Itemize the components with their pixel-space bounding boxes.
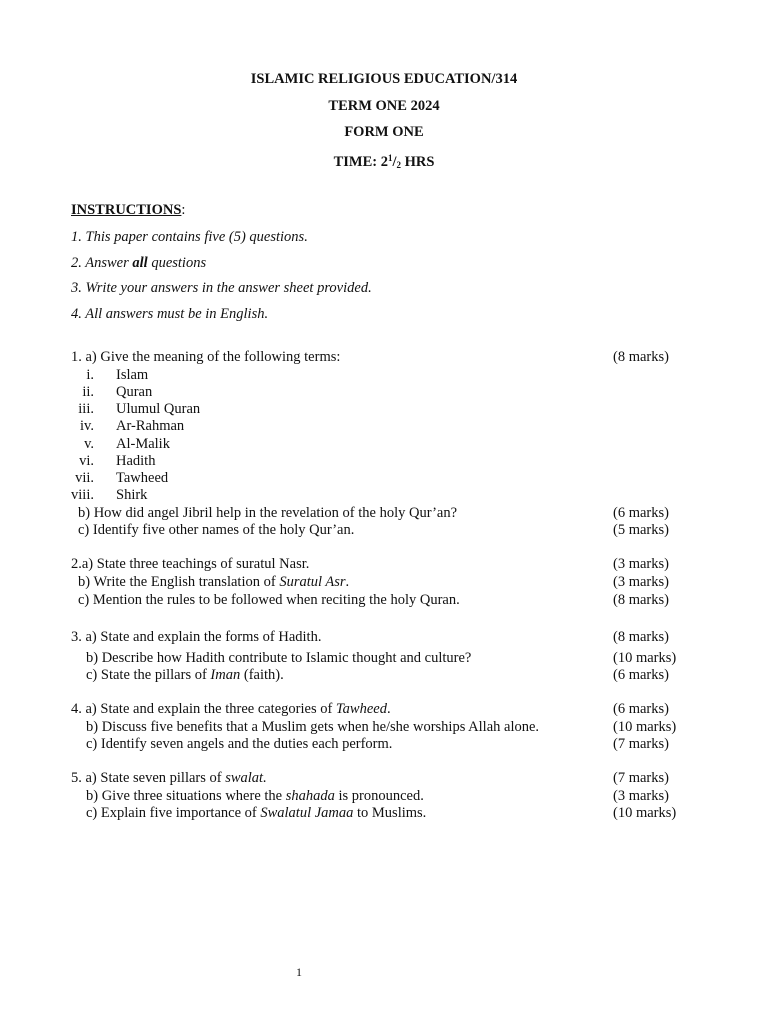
q1-term-num-1: i.	[86, 367, 94, 383]
q5-part-a-pre: 5. a) State seven pillars of	[71, 770, 226, 786]
q4-part-b: b) Discuss five benefits that a Muslim gets when he/she worships Allah alone.	[86, 719, 540, 735]
q1-term-num-3: iii.	[78, 401, 94, 417]
q4-part-a-marks: (6 marks)	[613, 701, 669, 717]
q5-part-c-post: to Muslims.	[353, 805, 427, 821]
q5-part-c	[86, 805, 426, 822]
q4-part-a	[71, 701, 391, 718]
q2-part-b-post: .	[345, 574, 350, 590]
time-fraction-denominator: 2	[396, 160, 401, 170]
q5-part-c-pre: c) Explain five importance of	[86, 805, 261, 821]
instruction-item-2-pre: 2. Answer	[71, 255, 133, 271]
q1-term-2: Quran	[116, 384, 153, 400]
q4-part-b-marks: (10 marks)	[613, 719, 677, 735]
q1-term-num-8: viii.	[71, 487, 94, 503]
q3-part-c-post: (faith).	[240, 667, 284, 683]
q3-part-a-marks: (8 marks)	[613, 629, 669, 645]
q1-part-a: 1. a) Give the meaning of the following terms:	[71, 349, 341, 365]
q1-part-c-marks: (5 marks)	[613, 522, 669, 538]
q3-part-c	[86, 667, 284, 684]
instruction-item-4: 4. All answers must be in English.	[71, 306, 269, 322]
q3-part-b: b) Describe how Hadith contribute to Islamic thought and culture?	[86, 650, 472, 666]
exam-time	[0, 150, 768, 174]
instruction-item-2-post: questions	[147, 255, 207, 271]
q4-part-c: c) Identify seven angels and the duties each perform.	[86, 736, 393, 752]
time-suffix: HRS	[400, 154, 435, 170]
page-number: 1	[296, 965, 302, 979]
instruction-item-2	[71, 255, 206, 272]
q1-term-1: Islam	[116, 367, 149, 383]
exam-term: TERM ONE 2024	[328, 98, 440, 114]
q1-part-b: b) How did angel Jibril help in the revelation of the holy Qur’an?	[78, 505, 458, 521]
q1-term-num-6: vi.	[79, 453, 94, 469]
q1-part-a-marks: (8 marks)	[613, 349, 669, 365]
q2-part-b-marks: (3 marks)	[613, 574, 669, 590]
time-fraction-numerator: 1	[387, 153, 393, 163]
q5-part-b-post: is pronounced.	[334, 788, 424, 804]
q1-term-3: Ulumul Quran	[116, 401, 201, 417]
q2-part-c-marks: (8 marks)	[613, 592, 669, 608]
q1-term-8: Shirk	[116, 487, 148, 503]
q5-part-b-pre: b) Give three situations where the	[86, 788, 286, 804]
q4-part-c-marks: (7 marks)	[613, 736, 669, 752]
q2-part-b	[78, 574, 349, 591]
instruction-item-2-bold: all	[132, 255, 148, 271]
instruction-item-1: 1. This paper contains five (5) questions.	[71, 229, 308, 245]
q2-part-b-italic: Suratul Asr	[279, 574, 346, 590]
q4-part-a-post: .	[386, 701, 391, 717]
exam-form: FORM ONE	[344, 124, 424, 140]
q5-part-b	[86, 788, 424, 805]
time-fraction-slash: /	[392, 154, 397, 170]
q1-term-num-7: vii.	[75, 470, 94, 486]
q4-part-a-italic: Tawheed	[335, 701, 387, 717]
q5-part-a	[71, 770, 267, 787]
q3-part-c-marks: (6 marks)	[613, 667, 669, 683]
q2-part-c: c) Mention the rules to be followed when reciting the holy Quran.	[78, 592, 460, 608]
q5-part-b-italic: shahada	[285, 788, 335, 804]
q1-term-num-2: ii.	[82, 384, 94, 400]
q1-term-4: Ar-Rahman	[116, 418, 185, 434]
q3-part-c-pre: c) State the pillars of	[86, 667, 211, 683]
q1-term-5: Al-Malik	[116, 436, 170, 452]
q1-part-c: c) Identify five other names of the holy Qur’an.	[78, 522, 355, 538]
q5-part-a-italic: swalat.	[225, 770, 267, 786]
q1-term-num-5: v.	[84, 436, 94, 452]
instructions-colon: :	[181, 202, 186, 218]
q5-part-b-marks: (3 marks)	[613, 788, 669, 804]
q5-part-c-marks: (10 marks)	[613, 805, 677, 821]
q3-part-a: 3. a) State and explain the forms of Hadith.	[71, 629, 322, 645]
q1-term-num-4: iv.	[80, 418, 94, 434]
q3-part-c-italic: Iman	[210, 667, 241, 683]
q2-part-a: 2.a) State three teachings of suratul Nasr.	[71, 556, 310, 572]
q1-term-6: Hadith	[116, 453, 156, 469]
instructions-heading-label: INSTRUCTIONS	[71, 202, 182, 218]
exam-subject-title: ISLAMIC RELIGIOUS EDUCATION/314	[250, 71, 518, 87]
q4-part-a-pre: 4. a) State and explain the three categories of	[71, 701, 336, 717]
q5-part-c-italic: Swalatul Jamaa	[260, 805, 354, 821]
q2-part-a-marks: (3 marks)	[613, 556, 669, 572]
q1-part-b-marks: (6 marks)	[613, 505, 669, 521]
instruction-item-3: 3. Write your answers in the answer sheet provided.	[71, 280, 372, 296]
q5-part-a-marks: (7 marks)	[613, 770, 669, 786]
q1-term-7: Tawheed	[116, 470, 169, 486]
time-prefix: TIME: 2	[333, 154, 388, 170]
q2-part-b-pre: b) Write the English translation of	[78, 574, 280, 590]
q3-part-b-marks: (10 marks)	[613, 650, 677, 666]
instructions-heading	[71, 202, 185, 219]
